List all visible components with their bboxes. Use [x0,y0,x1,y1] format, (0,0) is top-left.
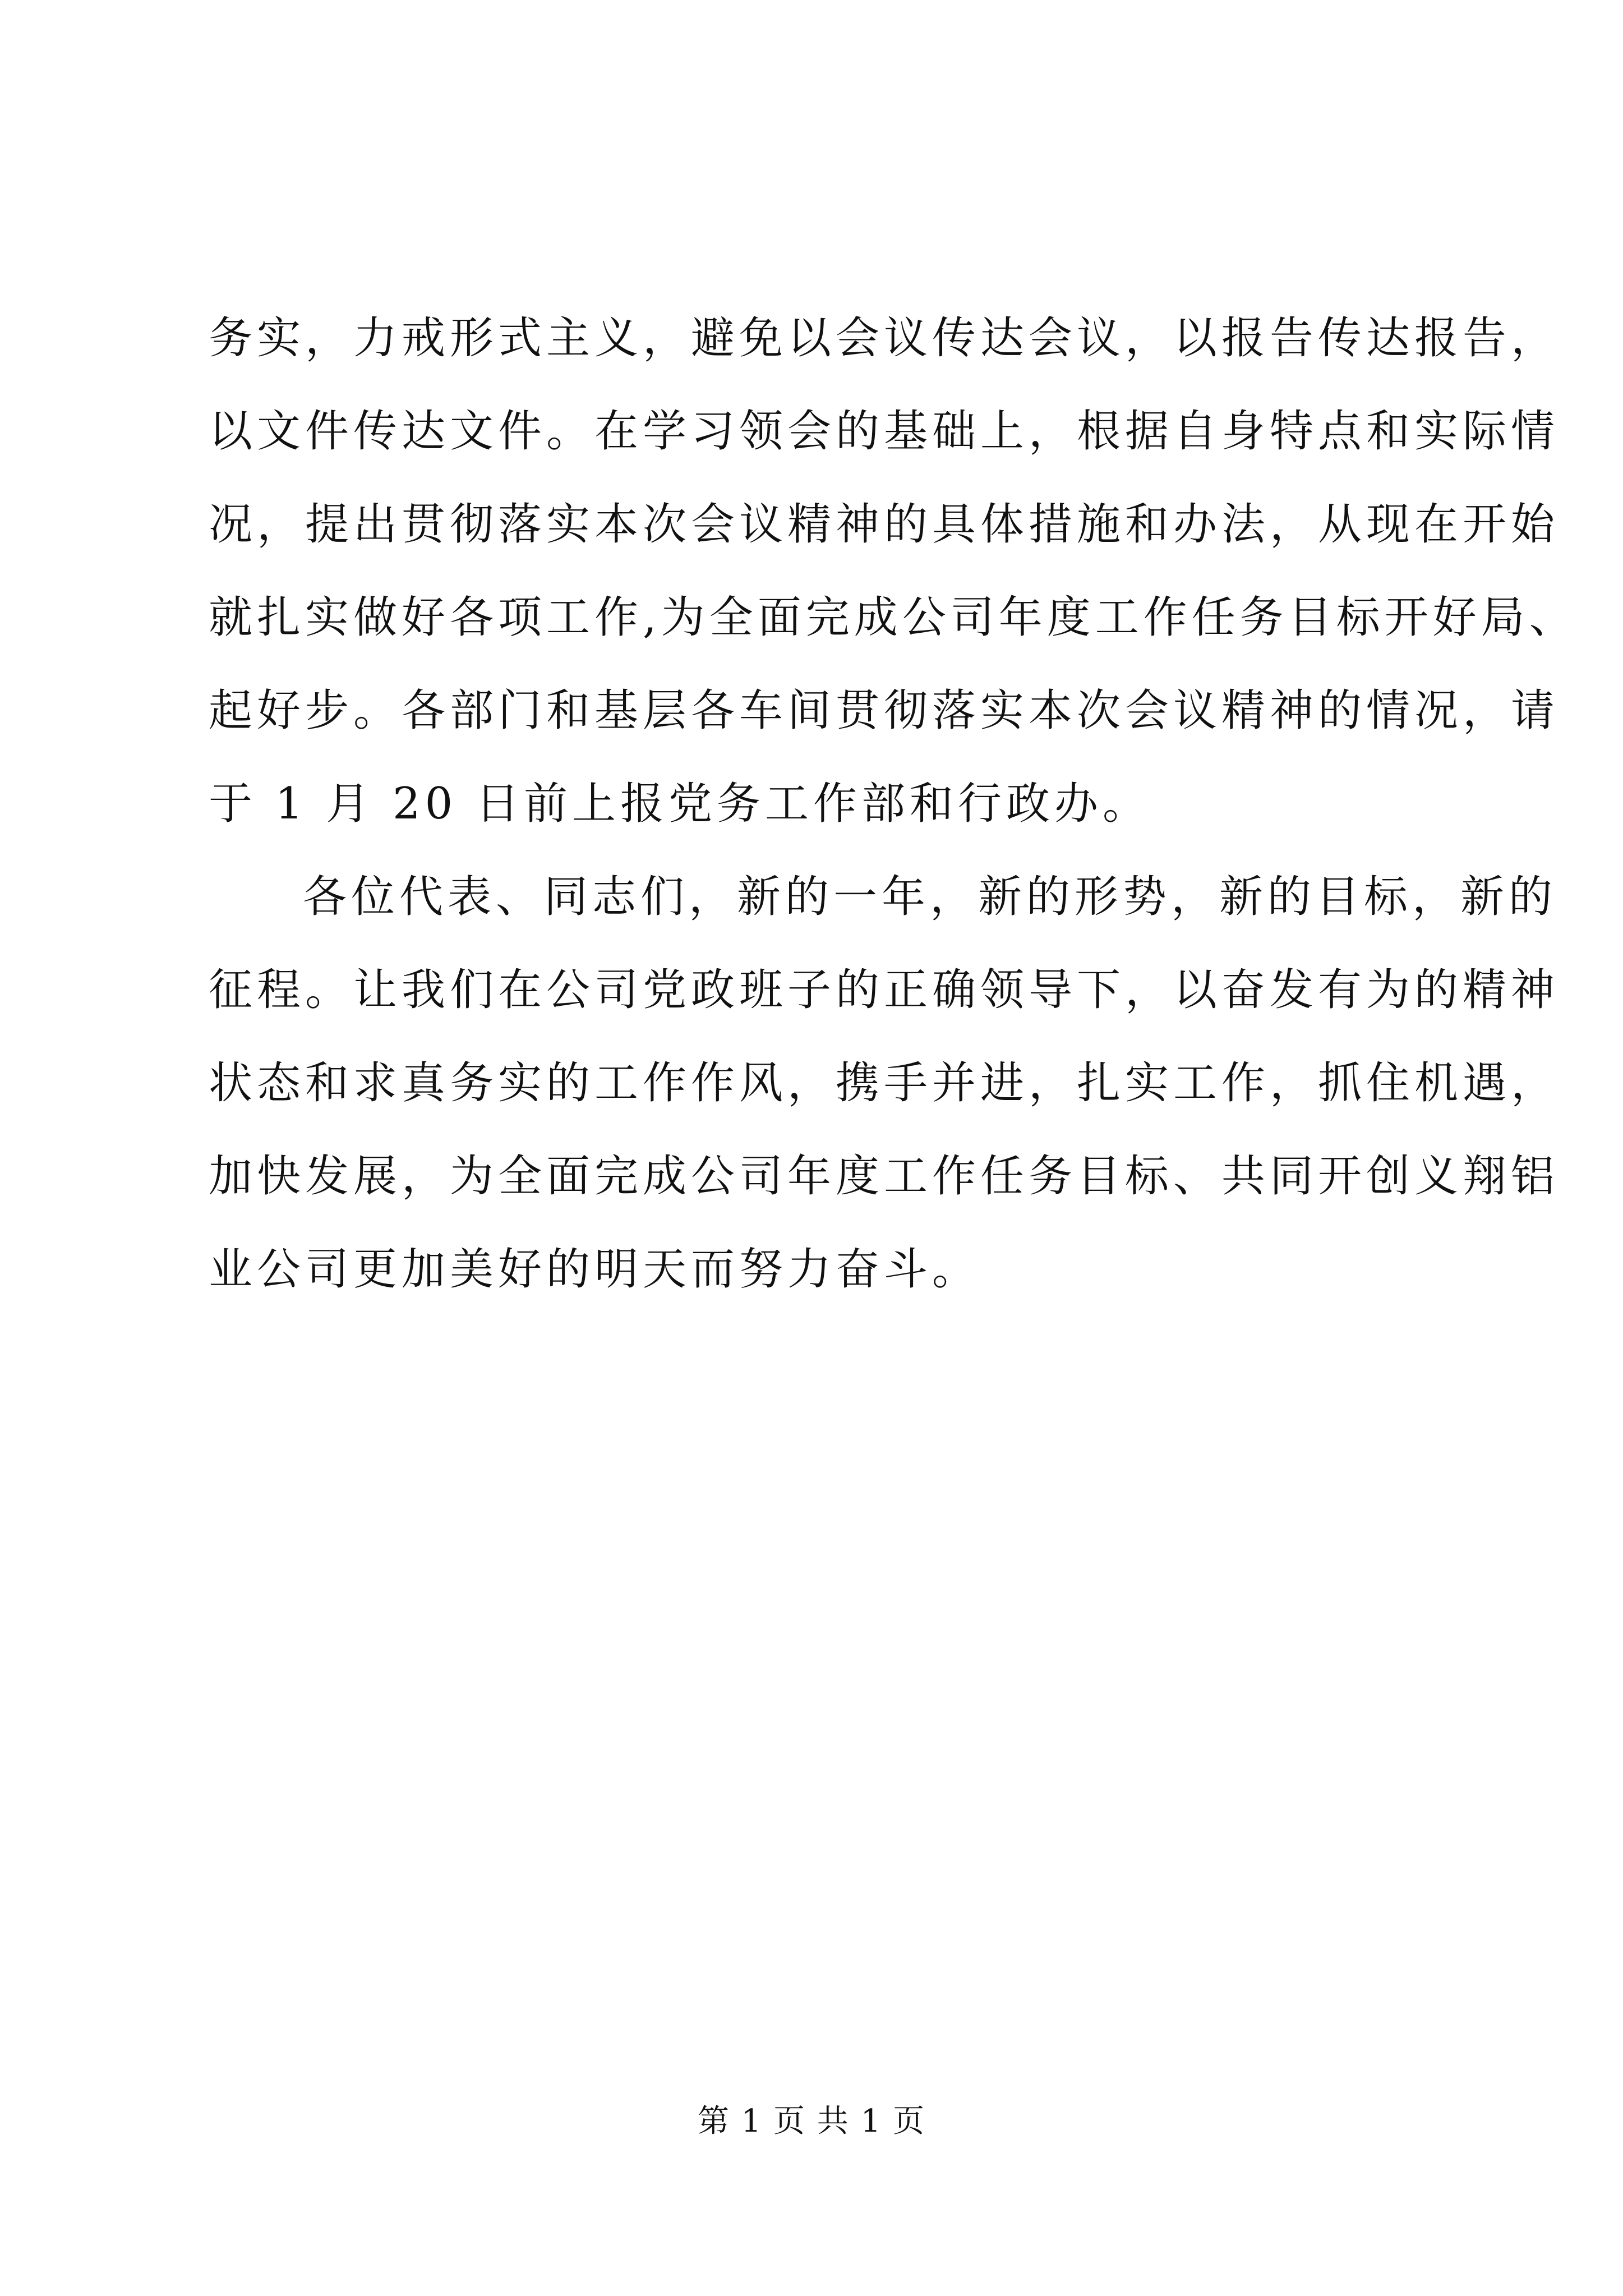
paragraph-line: 加快发展，为全面完成公司年度工作任务目标、共同开创义翔铝 [209,1151,1560,1202]
paragraph-line: 征程。让我们在公司党政班子的正确领导下，以奋发有为的精神 [209,965,1560,1015]
paragraph-line: 业公司更加美好的明天而努力奋斗。 [209,1244,981,1295]
paragraph-line: 各位代表、同志们，新的一年，新的形势，新的目标，新的 [303,872,1557,922]
paragraph-line: 务实，力戒形式主义，避免以会议传达会议，以报告传达报告， [209,313,1560,364]
paragraph-1 [209,292,1578,850]
document-body [209,292,1578,1316]
paragraph-line: 就扎实做好各项工作,为全面完成公司年度工作任务目标开好局、 [209,592,1578,643]
paragraph-line: 于 1 月 20 日前上报党务工作部和行政办。 [209,779,1151,829]
paragraph-line: 况，提出贯彻落实本次会议精神的具体措施和办法，从现在开始 [209,499,1560,550]
paragraph-line: 以文件传达文件。在学习领会的基础上，根据自身特点和实际情 [209,406,1560,457]
paragraph-line: 状态和求真务实的工作作风，携手并进，扎实工作，抓住机遇， [209,1058,1560,1108]
page-number-footer: 第 1 页 共 1 页 [697,2103,926,2139]
paragraph-line: 起好步。各部门和基层各车间贯彻落实本次会议精神的情况，请 [209,685,1560,736]
paragraph-2 [209,850,1560,1316]
